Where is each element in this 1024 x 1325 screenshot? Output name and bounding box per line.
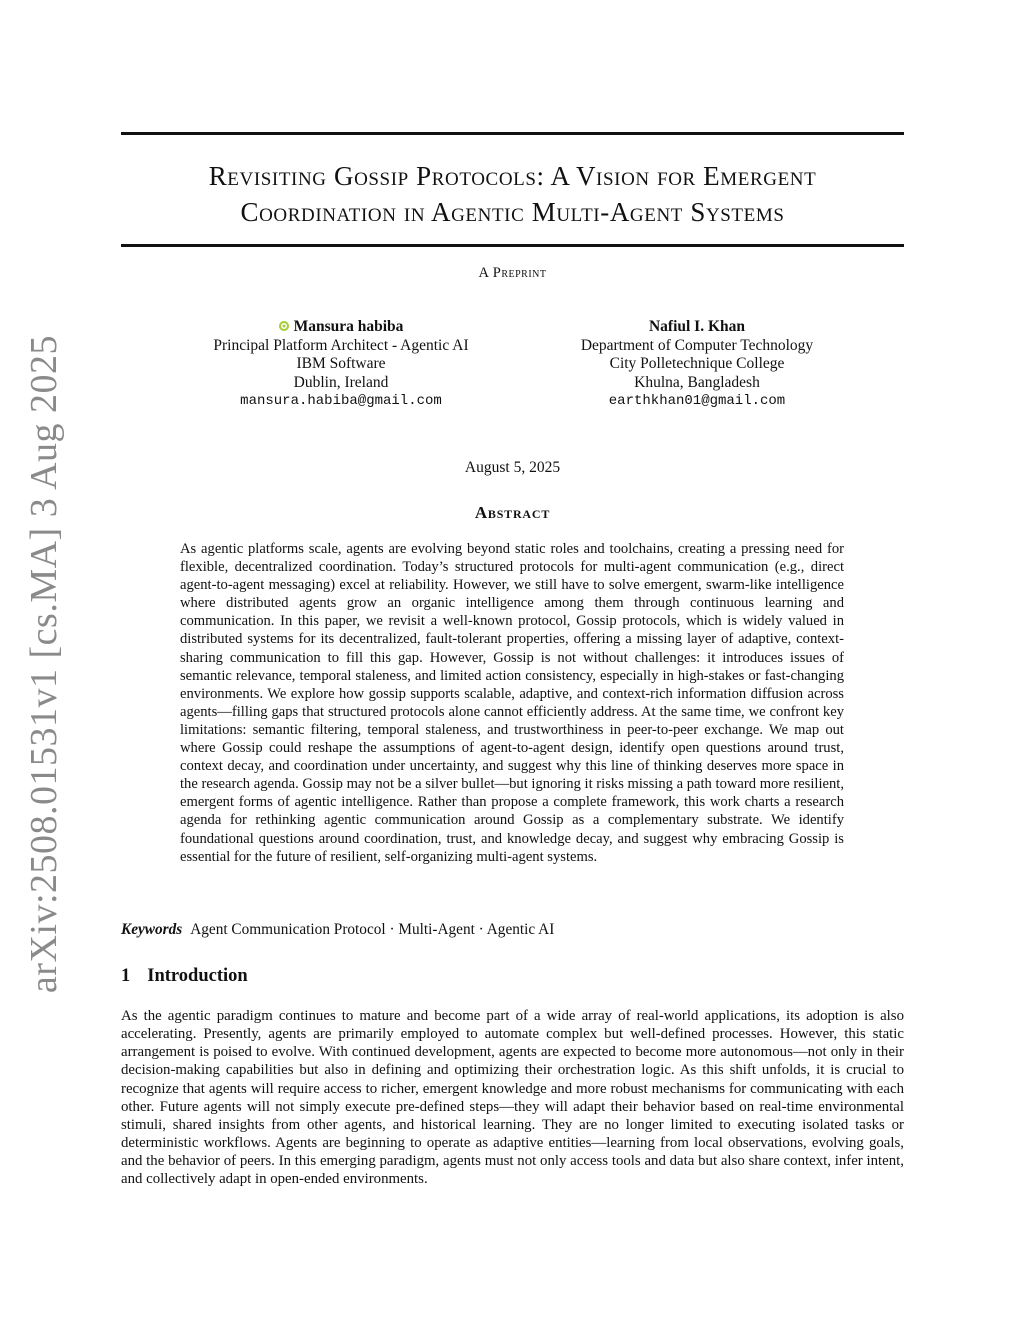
- author-email[interactable]: earthkhan01@gmail.com: [608, 393, 786, 409]
- paper-title: [121, 158, 904, 230]
- title-line-2: Coordination in Agentic Multi-Agent Systems: [240, 197, 785, 227]
- section-heading: [121, 966, 248, 987]
- author-block-2: [532, 318, 862, 411]
- author-location: Dublin, Ireland: [293, 373, 389, 391]
- author-role: Principal Platform Architect - Agentic AI: [213, 336, 469, 354]
- author-name: Nafiul I. Khan: [648, 318, 746, 335]
- abstract-text: As agentic platforms scale, agents are evolving beyond static roles and toolchains, creating a pressing need for flexible, decentralized coordination. Today’s structured protocols for multi-agent communication (e.g., direct agent-to-agent messaging) excel at reliability. However, we still have to solve emergent, swarm-like intelligence where distributed agents grow an organic intelligence among them through continuous learning and communication. In this paper, we revisit a well-known protocol, Gossip protocols, which is widely valued in distributed systems for its decentralized, fault-tolerant properties, offering a missing layer of adaptive, context-sharing communication to fill this gap. However, Gossip is not without challenges: it introduces issues of semantic relevance, temporal staleness, and limited action consistency, especially in high-stakes or fast-changing environments. We explore how gossip supports scalable, adaptive, and context-rich information diffusion across agents—filling gaps that structured protocols alone cannot efficiently address. At the same time, we confront key limitations: semantic filtering, temporal staleness, and trustworthiness in peer-to-peer exchange. We map out where Gossip could reshape the assumptions of agent-to-agent design, identify open questions around trust, context decay, and coordination under uncertainty, and suggest why this line of thinking deserves more space in the research agenda. Gossip may not be a silver bullet—but ignoring it risks missing a path toward more resilient, emergent forms of agentic intelligence. Rather than propose a complete framework, this work charts a research agenda for rethinking agentic communication around Gossip as a complementary substrate. We identify foundational questions around coordination, trust, and knowledge decay, and suggest why embracing Gossip is essential for the future of resilient, self-organizing multi-agent systems.: [180, 541, 844, 865]
- title-line-1: Revisiting Gossip Protocols: A Vision for Emergent: [208, 161, 817, 191]
- preprint-label: A Preprint: [478, 265, 547, 281]
- keywords-line: [121, 921, 904, 939]
- keywords-text: Agent Communication Protocol · Multi-Agent · Agentic AI: [190, 921, 555, 938]
- author-name: Mansura habiba: [293, 318, 404, 335]
- keywords-label: Keywords: [121, 921, 183, 938]
- author-location: Khulna, Bangladesh: [634, 373, 760, 391]
- publication-date: August 5, 2025: [464, 459, 561, 476]
- title-bottom-rule: [121, 244, 904, 247]
- section-title: Introduction: [147, 966, 248, 986]
- author-email[interactable]: mansura.habiba@gmail.com: [240, 393, 442, 409]
- author-org: City Polletechnique College: [609, 355, 785, 372]
- arxiv-identifier: arXiv:2508.01531v1 [cs.MA] 3 Aug 2025: [23, 334, 65, 994]
- introduction-text: As the agentic paradigm continues to mature and become part of a wide array of real-world applications, its adoption is also accelerating. Presently, agents are primarily employed to automate complex but well-defined processes. However, this static arrangement is poised to evolve. With continued development, agents are expected to become more autonomous—not only in their decision-making capabilities but also in defining and optimizing their orchestration logic. As this shift unfolds, it is crucial to recognize that agents will require access to richer, emergent knowledge and more robust mechanisms for communicating with each other. Future agents will not simply execute pre-defined steps—they will adapt their behavior based on real-time environmental stimuli, shared insights from other agents, and historical learning. They are no longer limited to executing isolated tasks or deterministic workflows. Agents are beginning to operate as adaptive entities—learning from local observations, evolving goals, and the behavior of peers. In this emerging paradigm, agents must not only access tools and data but also share context, infer intent, and collectively adapt in open-ended environments.: [121, 1008, 904, 1188]
- abstract-heading: Abstract: [474, 503, 551, 522]
- author-role: Department of Computer Technology: [580, 336, 814, 354]
- orcid-icon[interactable]: [279, 321, 289, 331]
- author-org: IBM Software: [296, 355, 386, 372]
- section-number: 1: [121, 966, 131, 986]
- author-name-row: [176, 318, 506, 337]
- title-top-rule: [121, 132, 904, 135]
- author-block-1: [176, 318, 506, 411]
